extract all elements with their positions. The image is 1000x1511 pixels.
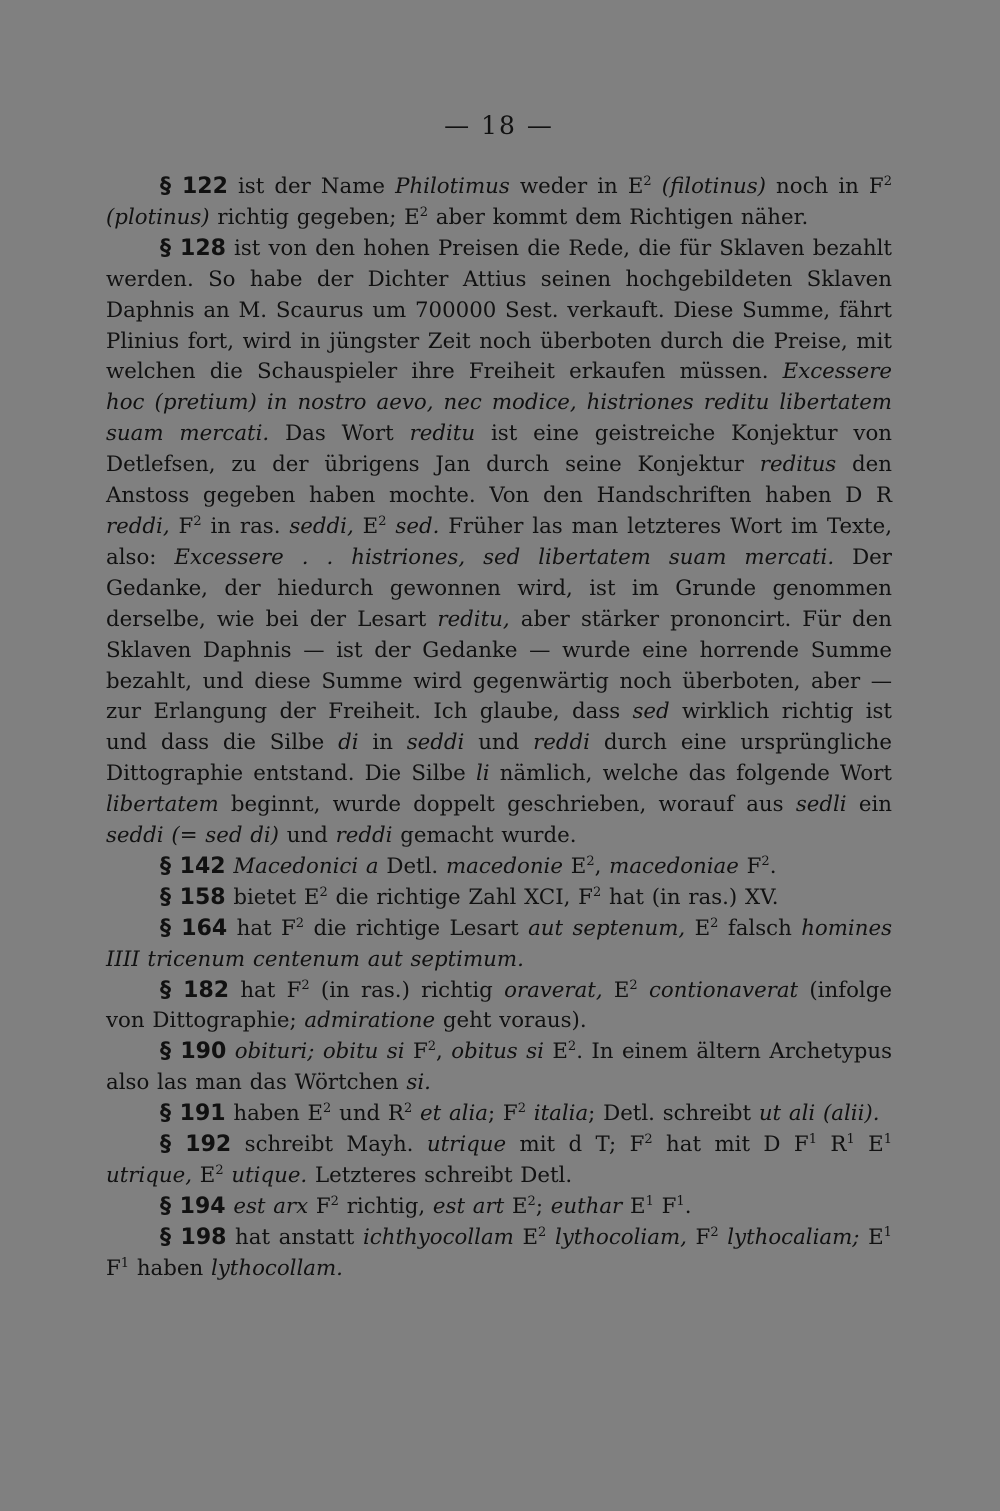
text-run	[412, 1101, 420, 1126]
text-run	[526, 1101, 534, 1126]
text-run: hat anstatt	[226, 1224, 363, 1250]
text-run: haben E	[225, 1101, 324, 1127]
italic-text: seddi,	[289, 513, 354, 539]
section-number: § 191	[160, 1101, 226, 1127]
italic-text: oraverat,	[504, 977, 603, 1003]
italic-text: lythocaliam;	[727, 1224, 860, 1250]
italic-text: utrique	[426, 1132, 507, 1158]
text-run: ; F	[487, 1101, 518, 1127]
text-run: in	[358, 730, 407, 756]
text-run: E	[353, 513, 379, 539]
italic-text: Philotimus	[395, 174, 510, 199]
text-run: ist der Name	[227, 174, 396, 199]
text-run: Detl.	[378, 853, 446, 879]
text-run: F	[404, 1039, 428, 1065]
superscript: 2	[301, 977, 310, 993]
text-run: aber kommt dem Richtigen näher.	[428, 204, 809, 230]
superscript: 2	[319, 884, 328, 900]
superscript: 2	[710, 1224, 719, 1240]
paragraph	[106, 914, 892, 976]
italic-text: reddi	[335, 823, 393, 849]
text-run: F	[106, 1255, 121, 1281]
text-run: F	[169, 513, 194, 539]
paragraph	[106, 883, 892, 914]
italic-text: est arx	[233, 1193, 309, 1219]
text-run: hat F	[229, 977, 302, 1003]
italic-text: contionaverat	[648, 977, 799, 1003]
text-run	[719, 1225, 728, 1250]
text-run	[546, 1225, 555, 1250]
section-number: § 164	[160, 915, 228, 941]
italic-text: macedoniae	[609, 853, 739, 879]
paragraph	[106, 1099, 892, 1130]
text-run: und R	[331, 1101, 404, 1127]
section-number: § 142	[160, 853, 226, 879]
italic-text: admiratione	[304, 1008, 436, 1034]
text-run: Der Gedanke, der hiedurch gewonnen wird, ist im Grunde genommen derselbe, wie bei der Lesart	[106, 544, 892, 632]
text-run: und	[279, 823, 336, 849]
italic-text: lythocollam.	[210, 1255, 343, 1281]
paragraph	[106, 1037, 892, 1099]
text-run: E	[513, 1224, 539, 1250]
text-run: ist von den hohen Preisen die Rede, die für Sklaven bezahlt werden. So habe der Dichter Attius seinen hochgebildeten Sklaven Daphnis an M. Scaurus um 700000 Sest. verkauft. Diese Summe, fährt Plinius fort, wird in jüngster Zeit noch überboten durch die Preise, mit welchen die Schauspieler ihre Freiheit erkaufen müssen.	[106, 235, 892, 385]
section-number: § 158	[160, 884, 226, 910]
italic-text: obitus si	[451, 1039, 544, 1065]
section-number: § 194	[160, 1193, 226, 1219]
text-run: mit d T; F	[506, 1132, 645, 1158]
page-number: — 18 —	[444, 111, 554, 140]
text-run: aber stärker prononcirt. Für den Sklaven Daphnis — ist der Gedanke — wurde eine horrende Summe bezahlt, und diese Summe wird gegenwärtig noch überboten, aber — zur Erlangung der Freiheit. Ich glaube, dass	[106, 606, 892, 725]
italic-text: reditu,	[437, 606, 510, 632]
superscript: 2	[643, 174, 652, 189]
text-run: die richtige Zahl XCI, F	[327, 884, 593, 910]
text-run: ; Detl. schreibt	[588, 1101, 759, 1127]
text-run: E	[685, 915, 711, 941]
superscript: 2	[419, 204, 428, 220]
section-number: § 190	[160, 1039, 227, 1065]
italic-text: reditus	[759, 452, 837, 478]
text-run: weder in E	[509, 174, 644, 199]
text-run: haben	[129, 1255, 211, 1281]
superscript: 1	[808, 1132, 817, 1148]
italic-text: et alia	[420, 1101, 488, 1127]
italic-text: sedli	[795, 792, 847, 818]
text-run: .	[684, 1193, 692, 1219]
text-run: .	[769, 853, 777, 879]
italic-text: est art	[432, 1193, 505, 1219]
text-run: wirklich richtig ist und dass die Silbe	[106, 699, 892, 756]
text-run: hat mit D F	[652, 1132, 809, 1158]
superscript: 1	[846, 1132, 855, 1148]
text-run: . In einem ältern Archetypus also las man das Wörtchen	[106, 1039, 892, 1096]
superscript: 2	[378, 513, 387, 529]
paragraph	[106, 852, 892, 883]
text-run: Letzteres schreibt Detl.	[307, 1163, 573, 1188]
section-number: § 198	[160, 1224, 227, 1250]
superscript: 1	[676, 1193, 685, 1209]
text-run: F	[686, 1224, 711, 1250]
text-run: ist eine geistreiche Konjektur von Detlefsen, zu der übrigens Jan durch seine Konjektur	[106, 421, 892, 478]
italic-text: ichthyocollam	[363, 1224, 514, 1250]
text-run: falsch	[718, 915, 802, 941]
text-run: richtig,	[338, 1193, 433, 1219]
italic-text: lythocoliam,	[554, 1224, 687, 1250]
text-run: den Anstoss gegeben haben mochte. Von den Handschriften haben D R	[106, 452, 892, 509]
text-run: in ras.	[201, 513, 290, 539]
text-run: beginnt, wurde doppelt geschrieben, worauf aus	[218, 792, 796, 818]
text-run: F	[308, 1193, 331, 1219]
text-run: durch eine ursprüngliche Dittographie entstand. Die Silbe	[106, 730, 892, 787]
italic-text: obituri; obitu si	[234, 1039, 405, 1065]
text-run: F	[653, 1193, 677, 1219]
text-run: E	[543, 1039, 568, 1065]
superscript: 2	[567, 1039, 577, 1055]
paragraph	[106, 234, 892, 852]
superscript: 2	[295, 915, 305, 931]
text-run: (infolge von Dittographie;	[106, 977, 892, 1034]
italic-text: (plotinus)	[106, 204, 210, 230]
text-run: bietet E	[225, 884, 320, 910]
section-number: § 192	[160, 1132, 232, 1158]
text-run	[638, 978, 649, 1003]
text-run: E	[562, 853, 587, 879]
superscript: 2	[215, 1163, 224, 1178]
italic-text: Excessere . . histriones, sed libertatem suam mercati.	[174, 544, 835, 570]
italic-text: seddi (= sed di)	[106, 823, 279, 849]
text-run: ein	[846, 792, 892, 818]
italic-text: sed.	[395, 513, 440, 539]
paragraph	[106, 1192, 892, 1223]
italic-text: aut septenum,	[528, 915, 686, 941]
body-text	[106, 172, 892, 1285]
italic-text: (filotinus)	[661, 174, 766, 199]
text-run: E	[622, 1193, 646, 1219]
text-run: geht voraus).	[435, 1008, 587, 1034]
italic-text: homines IIII tricenum centenum aut septimum.	[106, 915, 892, 972]
text-run: E	[602, 977, 630, 1003]
paragraph	[106, 1223, 892, 1285]
text-run: E	[859, 1224, 884, 1250]
superscript: 2	[403, 1101, 413, 1117]
italic-text: di	[338, 730, 359, 756]
text-run: nämlich, welche das folgende Wort	[489, 761, 892, 787]
italic-text: li	[475, 761, 490, 787]
text-run: E	[504, 1193, 528, 1219]
italic-text: euthar	[550, 1193, 623, 1219]
italic-text: si.	[406, 1070, 431, 1096]
text-run: schreibt Mayh.	[231, 1132, 427, 1158]
text-run: R	[816, 1132, 847, 1158]
section-number: § 182	[160, 977, 230, 1003]
text-run: F	[738, 853, 762, 879]
text-run: E	[192, 1163, 216, 1188]
superscript: 2	[883, 174, 892, 189]
text-run: Das Wort	[269, 421, 410, 447]
superscript: 1	[883, 1224, 892, 1240]
italic-text: utique.	[231, 1163, 308, 1188]
text-run: hat (in ras.) XV.	[601, 884, 779, 910]
text-run: ,	[594, 853, 610, 879]
superscript: 2	[710, 915, 719, 931]
superscript: 2	[527, 1193, 536, 1209]
section-number: § 122	[160, 174, 228, 199]
italic-text: Macedonici a	[233, 853, 379, 879]
superscript: 2	[323, 1101, 332, 1117]
italic-text: macedonie	[445, 853, 563, 879]
text-run: (in ras.) richtig	[309, 977, 505, 1003]
superscript: 2	[538, 1224, 547, 1240]
italic-text: sed	[632, 699, 670, 725]
italic-text: libertatem	[106, 792, 219, 818]
text-run	[652, 174, 662, 199]
text-run: die richtige Lesart	[304, 915, 529, 941]
italic-text: utrique,	[106, 1163, 192, 1188]
superscript: 1	[120, 1255, 130, 1271]
italic-text: reddi,	[106, 513, 170, 539]
superscript: 1	[645, 1193, 654, 1209]
paragraph	[106, 172, 892, 234]
section-number: § 128	[160, 235, 226, 261]
italic-text: italia	[533, 1101, 589, 1127]
text-run: noch in F	[765, 174, 884, 199]
superscript: 2	[761, 853, 770, 869]
text-run: ,	[436, 1039, 452, 1065]
superscript: 2	[644, 1132, 653, 1148]
superscript: 2	[427, 1039, 437, 1055]
text-run: Früher las man letzteres Wort im Texte, also:	[106, 513, 892, 570]
italic-text: reddi	[533, 730, 590, 756]
superscript: 2	[193, 513, 202, 529]
italic-text: ut ali (alii).	[758, 1101, 880, 1127]
superscript: 2	[629, 977, 638, 993]
text-run: gemacht wurde.	[392, 823, 577, 849]
superscript: 2	[586, 853, 595, 869]
superscript: 2	[517, 1101, 526, 1117]
superscript: 1	[883, 1132, 892, 1148]
text-run: ;	[535, 1193, 551, 1219]
text-run	[226, 1039, 234, 1064]
text-run: und	[464, 730, 534, 756]
superscript: 2	[592, 884, 602, 900]
italic-text: Excessere hoc (pretium) in nostro aevo, nec modice, histriones reditu libertatem suam mercati.	[106, 359, 892, 447]
text-run: richtig gegeben; E	[209, 204, 420, 230]
paragraph	[106, 1130, 892, 1192]
italic-text: seddi	[406, 730, 465, 756]
text-run: E	[854, 1132, 884, 1158]
text-run: hat F	[227, 915, 296, 941]
paragraph	[106, 976, 892, 1038]
italic-text: reditu	[409, 421, 476, 447]
superscript: 2	[330, 1193, 339, 1209]
